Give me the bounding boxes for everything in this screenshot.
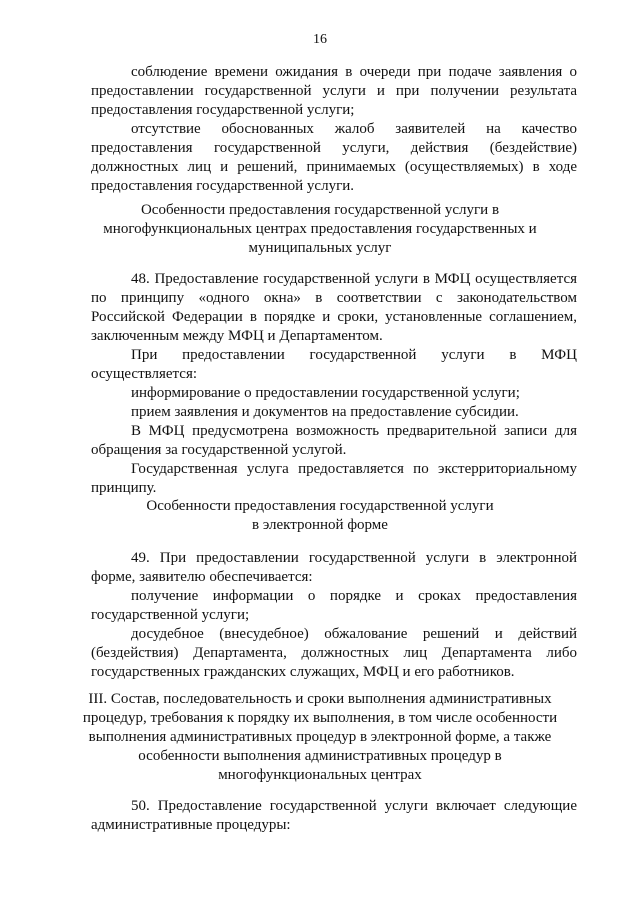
paragraph: информирование о предоставлении государственной услуги; [131, 385, 520, 401]
heading-line: в электронной форме [252, 517, 388, 533]
paragraph: получение информации о порядке и сроках предоставления государственной услуги; [91, 588, 577, 623]
paragraph: При предоставлении государственной услуги в МФЦ осуществляется: [91, 347, 577, 382]
heading-line: Особенности предоставления государственной услуги [146, 498, 494, 514]
paragraph: 50. Предоставление государственной услуги включает следующие административные процедуры: [91, 798, 577, 833]
paragraph: Государственная услуга предоставляется по экстерриториальному принципу. [91, 461, 577, 496]
heading-line: выполнения административных процедур в электронной форме, а также [88, 729, 552, 745]
paragraph: соблюдение времени ожидания в очереди при подаче заявления о предоставлении государственной услуги и при получении результата предоставления государственной услуги; [91, 64, 577, 118]
text-block-1 [91, 63, 577, 196]
heading-line: многофункциональных центрах предоставления государственных и [103, 221, 537, 237]
page-number: 16 [313, 32, 327, 47]
heading-line: многофункциональных центрах [218, 767, 422, 783]
heading-line: процедур, требования к порядку их выполнения, в том числе особенности [82, 710, 558, 726]
paragraph: прием заявления и документов на предоставление субсидии. [131, 404, 519, 420]
section-heading-electronic [0, 497, 640, 535]
text-block-3 [91, 549, 577, 682]
paragraph: досудебное (внесудебное) обжалование решений и действий (бездействия) Департамента, должностных лиц Департамента либо государственных гражданских служащих, МФЦ и его работников. [91, 626, 577, 680]
paragraph: В МФЦ предусмотрена возможность предварительной записи для обращения за государственной услугой. [91, 423, 577, 458]
heading-line: III. Состав, последовательность и сроки выполнения административных [88, 691, 552, 707]
chapter-heading-iii [0, 690, 640, 785]
paragraph: 48. Предоставление государственной услуги в МФЦ осуществляется по принципу «одного окна» в соответствии с законодательством Российской Федерации в порядке и сроки, установленные соглашением, заключенным между МФЦ и Департаментом. [91, 271, 577, 344]
section-heading-mfc [0, 201, 640, 258]
paragraph: отсутствие обоснованных жалоб заявителей на качество предоставления государственной услуги, действия (бездействие) должностных лиц и решений, принимаемых (осуществляемых) в ходе предоставления государственной услуги. [91, 121, 577, 194]
heading-line: муниципальных услуг [248, 240, 392, 256]
text-block-2 [91, 270, 577, 498]
paragraph: 49. При предоставлении государственной услуги в электронной форме, заявителю обеспечивается: [91, 550, 577, 585]
heading-line: особенности выполнения административных процедур в [138, 748, 502, 764]
heading-line: Особенности предоставления государственной услуги в [140, 202, 500, 218]
text-block-4 [91, 797, 577, 835]
